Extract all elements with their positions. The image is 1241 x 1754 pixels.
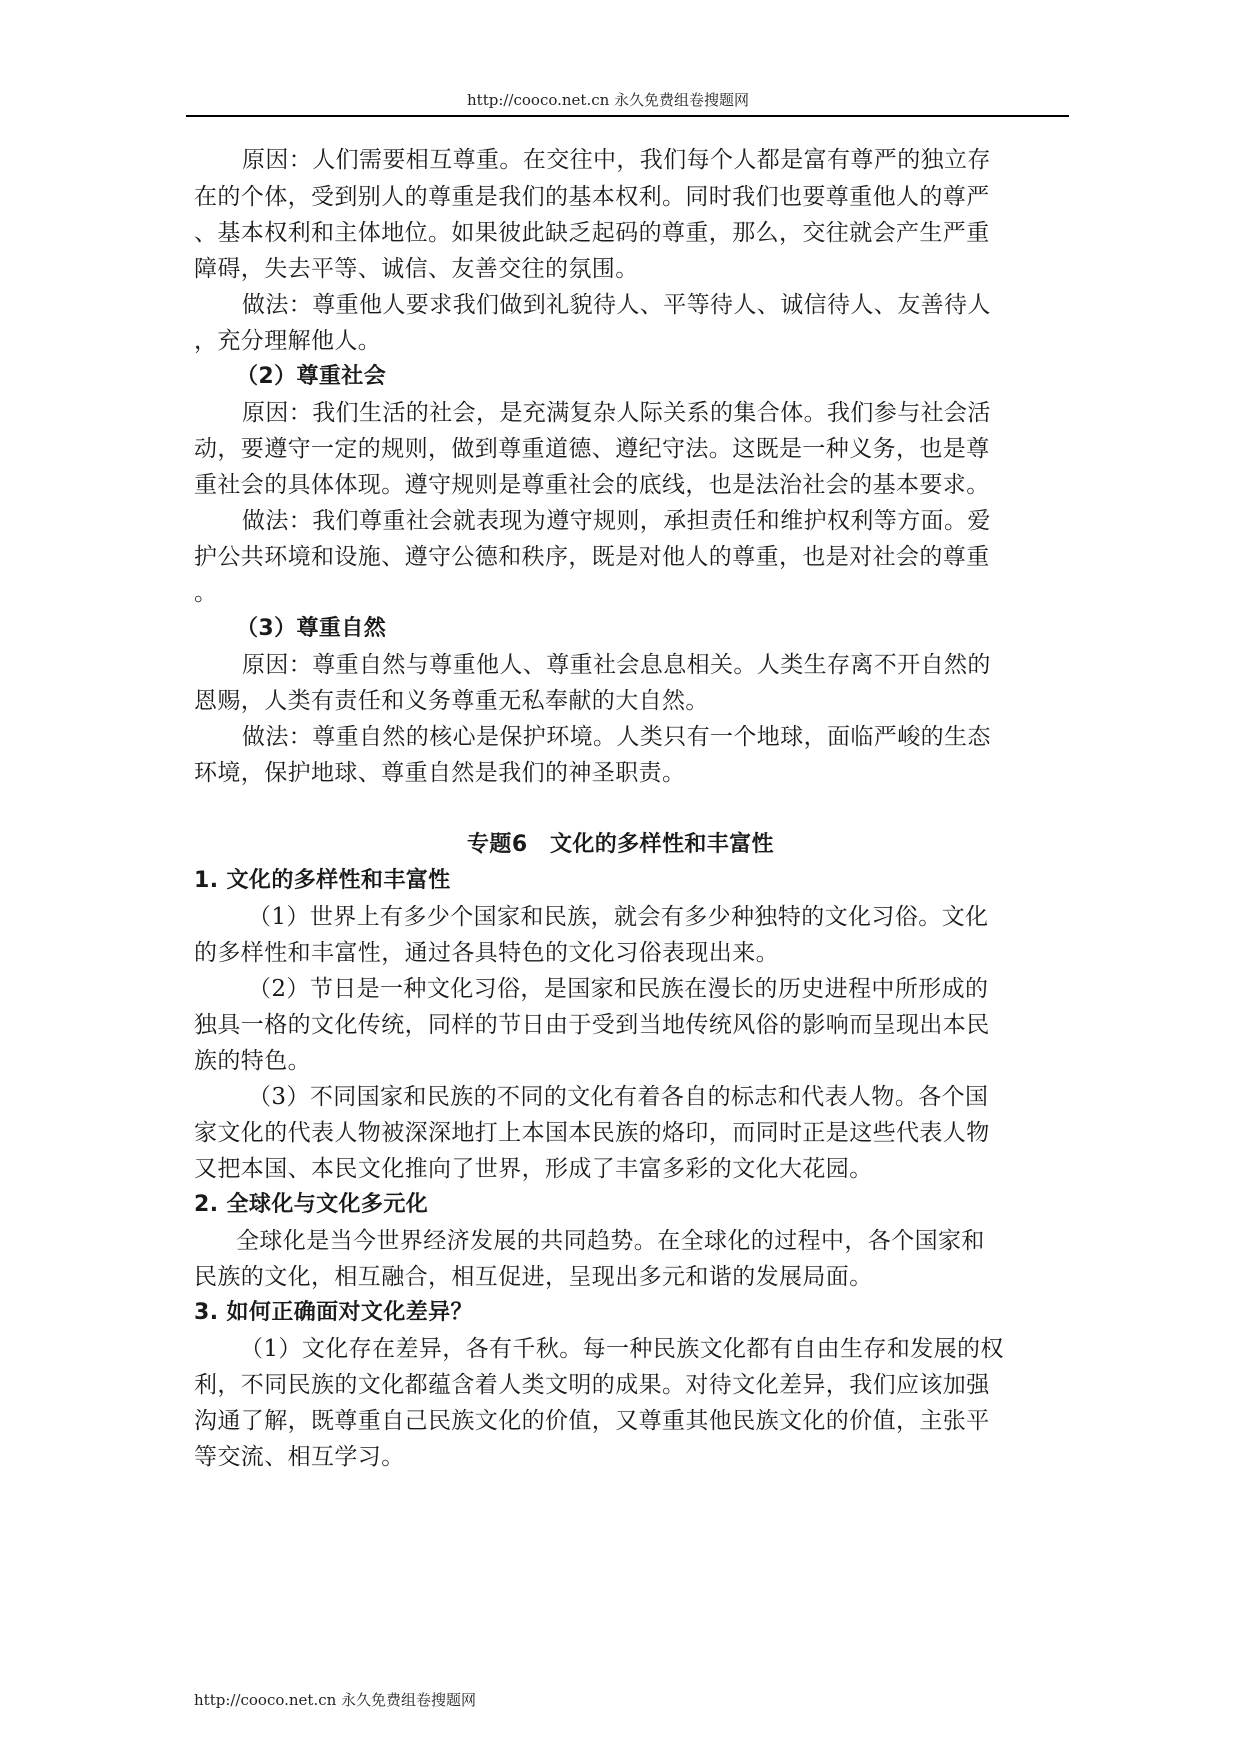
topic-title: 专题6 文化的多样性和丰富性 (467, 832, 774, 857)
paragraph-line: （2）节日是一种文化习俗，是国家和民族在漫长的历史进程中所形成的 (248, 976, 989, 1002)
header-divider (186, 115, 1069, 117)
paragraph-line: 环境，保护地球、尊重自然是我们的神圣职责。 (194, 760, 686, 786)
paragraph-line: 利，不同民族的文化都蕴含着人类文明的成果。对待文化差异，我们应该加强 (194, 1372, 990, 1398)
paragraph-line: 做法：我们尊重社会就表现为遵守规则，承担责任和维护权利等方面。爱 (242, 508, 991, 534)
paragraph-line: 重社会的具体体现。遵守规则是尊重社会的底线，也是法治社会的基本要求。 (194, 472, 990, 498)
subsection-heading: 3. 如何正确面对文化差异？ (194, 1300, 473, 1325)
paragraph-line: ，充分理解他人。 (194, 328, 382, 354)
paragraph-line: 全球化是当今世界经济发展的共同趋势。在全球化的过程中，各个国家和 (236, 1228, 985, 1254)
section-heading: （2）尊重社会 (236, 364, 387, 389)
paragraph-line: 等交流、相互学习。 (194, 1444, 405, 1470)
paragraph-line: 恩赐，人类有责任和义务尊重无私奉献的大自然。 (194, 688, 709, 714)
paragraph-line: 独具一格的文化传统，同样的节日由于受到当地传统风俗的影响而呈现出本民 (194, 1012, 990, 1038)
paragraph-line: 做法：尊重自然的核心是保护环境。人类只有一个地球，面临严峻的生态 (242, 724, 991, 750)
paragraph-line: 的多样性和丰富性，通过各具特色的文化习俗表现出来。 (194, 940, 779, 966)
paragraph-line: （3）不同国家和民族的不同的文化有着各自的标志和代表人物。各个国 (248, 1084, 989, 1110)
subsection-heading: 1. 文化的多样性和丰富性 (194, 868, 451, 893)
paragraph-line: （1）文化存在差异，各有千秋。每一种民族文化都有自由生存和发展的权 (240, 1336, 1004, 1362)
paragraph-line: 在的个体，受到别人的尊重是我们的基本权利。同时我们也要尊重他人的尊严 (194, 184, 990, 210)
paragraph-line: 做法：尊重他人要求我们做到礼貌待人、平等待人、诚信待人、友善待人 (242, 292, 991, 318)
paragraph-line: 又把本国、本民文化推向了世界，形成了丰富多彩的文化大花园。 (194, 1156, 873, 1182)
page-header: http://cooco.net.cn 永久免费组卷搜题网 (467, 91, 750, 109)
section-heading: （3）尊重自然 (236, 616, 387, 641)
subsection-heading: 2. 全球化与文化多元化 (194, 1192, 429, 1217)
paragraph-line: 、基本权利和主体地位。如果彼此缺乏起码的尊重，那么，交往就会产生严重 (194, 220, 990, 246)
paragraph-line: 原因：尊重自然与尊重他人、尊重社会息息相关。人类生存离不开自然的 (242, 652, 991, 678)
paragraph-line: 族的特色。 (194, 1048, 311, 1074)
paragraph-line: 动，要遵守一定的规则，做到尊重道德、遵纪守法。这既是一种义务，也是尊 (194, 436, 990, 462)
paragraph-line: 家文化的代表人物被深深地打上本国本民族的烙印，而同时正是这些代表人物 (194, 1120, 990, 1146)
paragraph-line: 沟通了解，既尊重自己民族文化的价值，又尊重其他民族文化的价值，主张平 (194, 1408, 990, 1434)
paragraph-line: （1）世界上有多少个国家和民族，就会有多少种独特的文化习俗。文化 (248, 904, 989, 930)
paragraph-line: 。 (194, 580, 218, 606)
paragraph-line: 原因：我们生活的社会，是充满复杂人际关系的集合体。我们参与社会活 (242, 400, 991, 426)
paragraph-line: 护公共环境和设施、遵守公德和秩序，既是对他人的尊重，也是对社会的尊重 (194, 544, 990, 570)
page-footer: http://cooco.net.cn 永久免费组卷搜题网 (194, 1691, 477, 1709)
paragraph-line: 民族的文化，相互融合，相互促进，呈现出多元和谐的发展局面。 (194, 1264, 873, 1290)
paragraph-line: 障碍，失去平等、诚信、友善交往的氛围。 (194, 256, 639, 282)
paragraph-line: 原因：人们需要相互尊重。在交往中，我们每个人都是富有尊严的独立存 (242, 147, 991, 173)
